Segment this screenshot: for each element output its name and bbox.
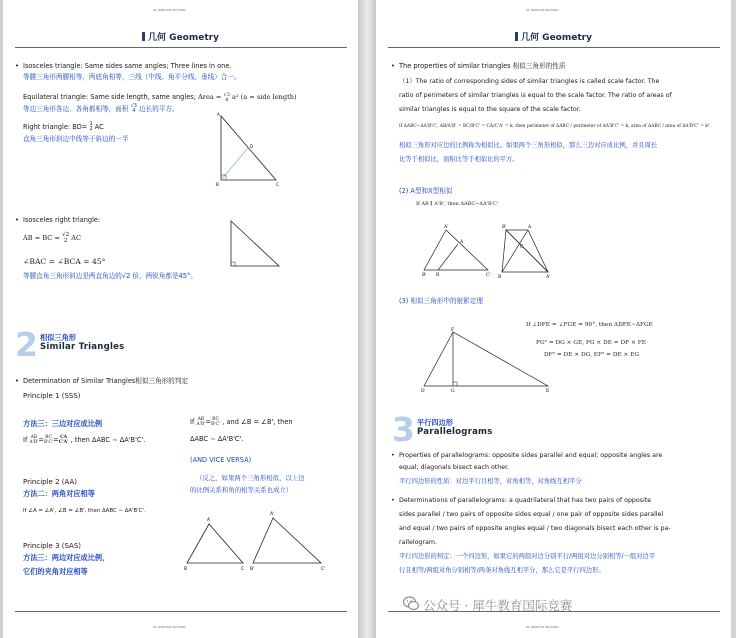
iso-right-eq2: ∠BAC = ∠BCA = 45° (23, 257, 106, 266)
note-line-2: 的比例关系和角的相等关系也成立） (190, 486, 293, 494)
principle-1: Principle 1 (SSS) (23, 392, 81, 400)
a-type-figure (416, 218, 496, 278)
svg-text:C: C (520, 245, 524, 250)
shadow-eq-1: FG² = DG × GE, FG × DE = DF × FE (536, 340, 646, 346)
props-line-1: （1）The ratio of corresponding sides of similar triangles is called scale factor. The (399, 78, 660, 85)
para-props-2: equal; diagonals bisect each other. (399, 464, 510, 471)
sas-then: ΔABC ∼ ΔA'B'C'. (190, 435, 244, 443)
svg-text:A': A' (270, 512, 275, 517)
book-gutter (358, 0, 376, 638)
right-page (376, 0, 731, 638)
svg-text:B': B' (250, 567, 255, 572)
svg-text:D: D (421, 389, 425, 394)
similarity-formula: If ΔABC∼ΔA'B'C', AB/A'B' = BC/B'C' = CA/C'A' = k, then perimeter of ΔABC / perimeter of ΔA'B'C' = k, area of ΔABC / area of ΔA'B'C' = k² (399, 124, 710, 129)
section-number-2: 2 (15, 325, 38, 364)
shadow-condition: If ∠DFE = ∠FGE = 90°, then ΔDFE∼ΔFGE (526, 322, 653, 328)
right-triangle-figure (208, 108, 288, 188)
title-bar-icon (515, 32, 518, 41)
equilateral-line: Equilateral triangle: Same side length, same angles; Area = √3 4 a² (a = side length) (23, 92, 297, 103)
iso-right-head: • Isosceles right triangle: (23, 214, 100, 226)
iso-right-figure (225, 216, 285, 272)
vice-versa: (AND VICE VERSA) (190, 456, 252, 464)
footer-rule (15, 611, 347, 612)
svg-text:A': A' (444, 225, 449, 230)
note-line-1: （反之，如果两个三角形相似，以上边 (196, 474, 305, 482)
iso-right-cn: 等腰直角三角形斜边是两直角边的√2 倍，两锐角都是45°。 (23, 272, 197, 280)
section-3-en: Parallelograms (417, 427, 493, 437)
footer-text: 00- 00000 000 000 00000 (153, 626, 186, 629)
title-bar-icon (142, 32, 145, 41)
watermark: 公众号 · 犀牛教育国际竞赛 (423, 598, 573, 613)
props-cn-2: 比等于相似比，面积比等于相似比的平方。 (399, 156, 519, 163)
svg-text:E: E (546, 389, 550, 394)
right-triangle-line: Right triangle: BD= 1 2 AC (23, 121, 104, 132)
method-3: 方法三：三边对应成比例 (23, 419, 103, 428)
method-1-a: 方法三：两边对应成比例， (23, 553, 110, 562)
section-number-3: 3 (392, 410, 415, 449)
shadow-figure (416, 322, 556, 394)
svg-text:A: A (460, 240, 464, 245)
svg-text:C': C' (321, 567, 326, 572)
ax-condition: If AB ∥ A'B', then ΔABC∼ΔA'B'C' (416, 201, 499, 207)
isosceles-cn: 等腰三角形两腰相等，两底角相等，三线（中线、角平分线、垂线）合一。 (23, 73, 241, 81)
svg-text:C: C (276, 182, 279, 187)
para-det-2: sides parallel / two pairs of opposite sides equal / one pair of opposite sides parallel (399, 511, 664, 518)
svg-text:G: G (451, 389, 455, 394)
svg-text:B': B' (422, 273, 427, 278)
props-line-3: similar triangles is equal to the square of the scale factor. (399, 106, 581, 113)
header-text: 00- 00000 000 000 00000 (526, 9, 559, 12)
shadow-eq-2: DF² = DE × DG, EF² = DE × EG (544, 352, 640, 358)
para-det-3: and equal / two pairs of opposite angles equal / two diagonals bisect each other is pa- (399, 525, 671, 532)
title-rule (15, 47, 347, 48)
determination-head: • Determination of Similar Triangles相似三角形的判定 (23, 375, 188, 387)
para-props-cn: 平行四边形的性质：对边平行且相等，对角相等，对角线互相平分 (399, 478, 582, 485)
isosceles-en: • Isosceles triangle: Same sides same angles; Three lines in one. (23, 60, 232, 72)
sas-condition: If AB A'B'=BC B'C' , and ∠B = ∠B', then (190, 417, 293, 427)
title-rule (388, 47, 720, 48)
sss-condition: If AB A'B'=BC B'C'=CA C'A' , then ΔABC ∼ ΔA'B'C'. (23, 435, 146, 445)
equilateral-cn: 等边三角形各边、各角都相等，面积 √3 4 边长的平方。 (23, 103, 179, 114)
svg-text:A: A (217, 112, 220, 117)
aa-condition: If ∠A = ∠A', ∠B = ∠B', then ΔABC ∼ ΔA'B'C'. (23, 508, 146, 514)
svg-text:B: B (436, 273, 440, 278)
section-3-cn: 平行四边形 (417, 418, 453, 427)
similar-triangles-figure (181, 508, 341, 573)
left-page (3, 0, 358, 638)
svg-text:B: B (498, 275, 502, 280)
props-line-2: ratio of perimeters of similar triangles is equal to the scale factor. The ratio of areas of (399, 92, 672, 99)
svg-text:A: A (207, 518, 211, 523)
svg-text:D: D (250, 144, 254, 149)
method-2: 方法二：两角对应相等 (23, 489, 95, 498)
svg-text:B: B (184, 567, 188, 572)
method-1-b: 它们的夹角对应相等 (23, 567, 88, 576)
right-triangle-cn: 直角三角形斜边中线等于斜边的一半 (23, 135, 129, 143)
header-text: 00- 00000 000 000 00000 (153, 9, 186, 12)
para-det-1: • Determinations of parallelograms: a quadrilateral that has two pairs of opposite (399, 495, 651, 507)
svg-text:B: B (216, 182, 219, 187)
shadow-head: (3) 相似三角形中的射影定理 (399, 297, 483, 305)
principle-3: Principle 3 (SAS) (23, 542, 82, 550)
para-props-1: • Properties of parallelograms: opposite sides parallel and equal; opposite angles are (399, 450, 662, 462)
x-type-figure (496, 218, 566, 280)
svg-text:F: F (451, 328, 455, 333)
ax-head: (2) A型和X型相似 (399, 187, 453, 195)
section-2-en: Similar Triangles (40, 342, 125, 352)
iso-right-eq1: AB = BC = √2 2 AC (23, 232, 82, 244)
para-det-cn-2: 行且相等/两组对角分别相等/两条对角线互相平分，那么它是平行四边形。 (399, 567, 605, 574)
page-title: 几何 Geometry (3, 30, 358, 43)
props-head: • The properties of similar triangles 相似三角形的性质 (399, 60, 565, 72)
svg-text:B': B' (502, 225, 507, 230)
svg-text:A': A' (546, 275, 551, 280)
svg-text:A: A (528, 225, 532, 230)
footer-text: 00- 00000 000 000 00000 (526, 626, 559, 629)
section-2-cn: 相似三角形 (40, 333, 76, 342)
svg-text:C': C' (486, 273, 491, 278)
wechat-icon (403, 596, 419, 611)
para-det-cn-1: 平行四边形的判定：一个四边形，如果它的两组对边分别平行/两组对边分别相等/一组对边平 (399, 553, 656, 560)
page-title: 几何 Geometry (376, 30, 731, 43)
para-det-4: rallelogram. (399, 539, 438, 546)
svg-text:C: C (241, 567, 245, 572)
principle-2: Principle 2 (AA) (23, 478, 77, 486)
props-cn-1: 相似三角形对应边的比例称为相似比。如果两个三角形相似，那么三边对应成比例，并且周长 (399, 142, 658, 149)
